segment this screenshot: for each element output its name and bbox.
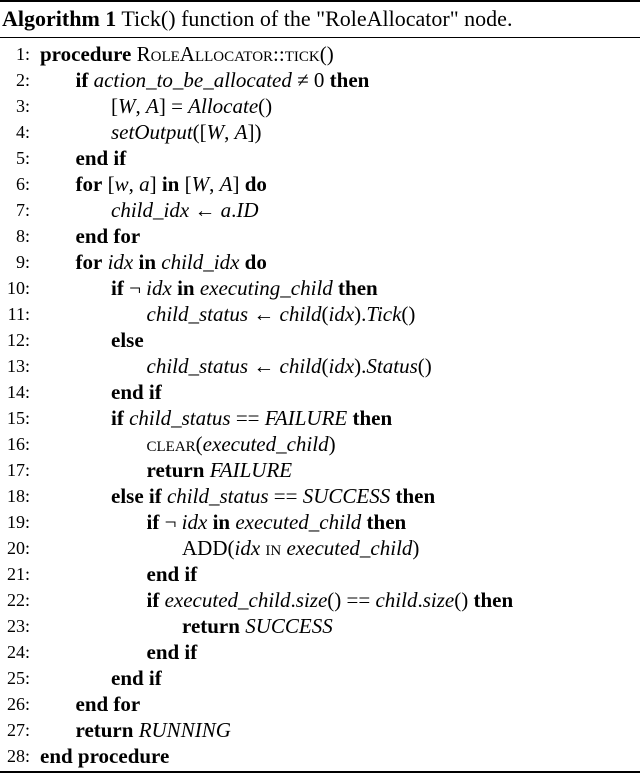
line-number: 4: (15, 122, 30, 142)
line-number: 25: (6, 668, 30, 688)
identifier: child_idx (111, 198, 190, 222)
code-text (111, 665, 162, 691)
identifier: a (139, 172, 150, 196)
code-text (111, 405, 392, 431)
line-number: 23: (6, 616, 30, 636)
code-text (147, 431, 336, 457)
code-text (76, 691, 141, 717)
identifier: FAILURE (209, 458, 293, 482)
line-number: 28: (6, 746, 30, 766)
code-token: , (135, 94, 146, 118)
keyword: in (161, 172, 180, 196)
code-token: . (231, 198, 237, 222)
keyword: end if (75, 146, 127, 170)
code-text (111, 379, 162, 405)
algorithm-caption (2, 3, 512, 35)
identifier: executed_child (235, 510, 362, 534)
identifier: w (114, 172, 129, 196)
code-text (182, 535, 419, 561)
code-text (147, 509, 407, 535)
code-text (40, 41, 334, 67)
caption-rule (0, 37, 640, 38)
line-number: 22: (6, 590, 30, 610)
line-number: 20: (6, 538, 30, 558)
code-token: ). (354, 302, 367, 326)
code-token: ¬ (123, 276, 147, 300)
code-token: ADD( (182, 536, 235, 560)
identifier: ID (236, 198, 259, 222)
code-token: [ (179, 172, 192, 196)
line-number: 11: (7, 304, 30, 324)
identifier: RUNNING (138, 718, 231, 742)
code-token: . (417, 588, 423, 612)
identifier: SUCCESS (302, 484, 391, 508)
identifier: W (118, 94, 136, 118)
identifier: Tick (366, 302, 402, 326)
keyword: in (138, 250, 156, 274)
line-number: 9: (15, 252, 30, 272)
code-token: ). (354, 354, 367, 378)
identifier: Allocate (188, 94, 259, 118)
code-token: [ (111, 94, 118, 118)
code-text (147, 353, 432, 379)
keyword: end if (111, 380, 162, 404)
code-token: ) (412, 536, 420, 560)
code-text (111, 327, 144, 353)
code-token: () (258, 94, 273, 118)
keyword: for (75, 172, 103, 196)
code-token: clear (146, 432, 196, 456)
keyword: if (75, 68, 89, 92)
code-token: ← (248, 354, 280, 378)
identifier: executed_child (202, 432, 329, 456)
code-text (76, 717, 231, 743)
code-token: ¬ (159, 510, 182, 534)
code-token: in (265, 536, 282, 560)
code-token: ]) (247, 120, 262, 144)
code-text (111, 119, 262, 145)
identifier: child_idx (161, 250, 240, 274)
code-text (147, 301, 416, 327)
identifier: executed_child (286, 536, 413, 560)
line-number: 24: (6, 642, 30, 662)
line-number: 8: (15, 226, 30, 246)
keyword: else (111, 328, 144, 352)
line-number: 3: (15, 96, 30, 116)
code-token: ] (232, 172, 245, 196)
identifier: size (422, 588, 455, 612)
identifier: A (234, 120, 248, 144)
keyword: if (111, 406, 124, 430)
identifier: child_status (146, 354, 249, 378)
keyword: if (146, 588, 160, 612)
keyword: procedure (40, 42, 132, 66)
keyword: return (75, 718, 134, 742)
line-number: 26: (6, 694, 30, 714)
code-text (76, 145, 127, 171)
keyword: then (338, 276, 378, 300)
code-text (76, 67, 370, 93)
code-token: () (454, 588, 474, 612)
code-token: ([ (192, 120, 207, 144)
code-token: () == (327, 588, 376, 612)
keyword: if (146, 510, 160, 534)
identifier: FAILURE (264, 406, 348, 430)
keyword: in (177, 276, 195, 300)
line-number: 21: (6, 564, 30, 584)
keyword: in (212, 510, 231, 534)
line-number: 2: (15, 70, 30, 90)
keyword: then (366, 510, 407, 534)
code-text (111, 275, 378, 301)
code-token: ← (248, 302, 280, 326)
code-token: () (319, 42, 334, 66)
code-token: ( (195, 432, 203, 456)
keyword: then (352, 406, 393, 430)
identifier: size (295, 588, 328, 612)
identifier: a (220, 198, 232, 222)
code-token: ← (189, 198, 221, 222)
line-number: 18: (6, 486, 30, 506)
line-number: 19: (6, 512, 30, 532)
code-token: ( (321, 354, 329, 378)
identifier: child (375, 588, 418, 612)
keyword: return (182, 614, 240, 638)
identifier: action_to_be_allocated (93, 68, 292, 92)
code-text (40, 743, 169, 769)
keyword: end if (146, 640, 198, 664)
code-text (76, 171, 267, 197)
bottom-rule (0, 771, 640, 773)
line-number: 1: (15, 44, 30, 64)
identifier: W (206, 120, 225, 144)
line-number: 5: (15, 148, 30, 168)
identifier: idx (146, 276, 172, 300)
code-text (147, 587, 514, 613)
line-number: 13: (6, 356, 30, 376)
code-token: ≠ 0 (291, 68, 330, 92)
code-token: , (209, 172, 220, 196)
identifier: Status (366, 354, 418, 378)
line-number: 15: (6, 408, 30, 428)
keyword: do (244, 172, 267, 196)
line-number: 12: (6, 330, 30, 350)
identifier: idx (328, 302, 355, 326)
code-token: == (268, 484, 303, 508)
keyword: end if (111, 666, 162, 690)
keyword: if (111, 276, 124, 300)
keyword: then (329, 68, 370, 92)
identifier: SUCCESS (245, 614, 333, 638)
code-token: ] = (158, 94, 189, 118)
identifier: child (279, 302, 322, 326)
identifier: idx (234, 536, 261, 560)
top-rule (0, 0, 640, 2)
keyword: do (244, 250, 267, 274)
identifier: setOutput (111, 120, 193, 144)
identifier: child_status (129, 406, 231, 430)
identifier: A (146, 94, 159, 118)
identifier: executed_child (164, 588, 291, 612)
keyword: return (146, 458, 205, 482)
identifier: child_status (146, 302, 249, 326)
line-number: 17: (6, 460, 30, 480)
keyword: end for (75, 692, 141, 716)
code-token: ) (328, 432, 336, 456)
identifier: executing_child (199, 276, 333, 300)
identifier: child_status (166, 484, 269, 508)
code-text (147, 639, 198, 665)
code-token: == (230, 406, 265, 430)
line-number: 27: (6, 720, 30, 740)
algorithm-title: Tick() function of the "RoleAllocator" node. (121, 6, 513, 31)
identifier: idx (328, 354, 355, 378)
identifier: idx (107, 250, 134, 274)
code-text (76, 223, 141, 249)
algorithm-label: Algorithm 1 (2, 6, 117, 31)
code-text (111, 93, 272, 119)
code-token: () (417, 354, 432, 378)
identifier: idx (181, 510, 208, 534)
code-token: [ (102, 172, 115, 196)
code-token: RoleAllocator::tick (136, 42, 320, 66)
code-token: () (401, 302, 416, 326)
line-number: 14: (6, 382, 30, 402)
keyword: else if (111, 484, 162, 508)
code-text (147, 561, 198, 587)
line-number: 10: (6, 278, 30, 298)
code-token: ( (321, 302, 329, 326)
identifier: child (279, 354, 322, 378)
code-token: ] (149, 172, 162, 196)
line-number: 6: (15, 174, 30, 194)
code-token: , (128, 172, 140, 196)
identifier: W (191, 172, 210, 196)
line-number: 7: (15, 200, 30, 220)
keyword: then (473, 588, 514, 612)
code-text (147, 457, 293, 483)
code-text (111, 483, 435, 509)
code-token: , (224, 120, 235, 144)
code-text (182, 613, 333, 639)
keyword: for (75, 250, 103, 274)
identifier: A (219, 172, 233, 196)
code-text (111, 197, 259, 223)
line-number: 16: (6, 434, 30, 454)
keyword: end procedure (40, 744, 170, 768)
keyword: end for (75, 224, 141, 248)
code-token: . (290, 588, 296, 612)
code-text (76, 249, 267, 275)
keyword: then (395, 484, 436, 508)
keyword: end if (146, 562, 198, 586)
